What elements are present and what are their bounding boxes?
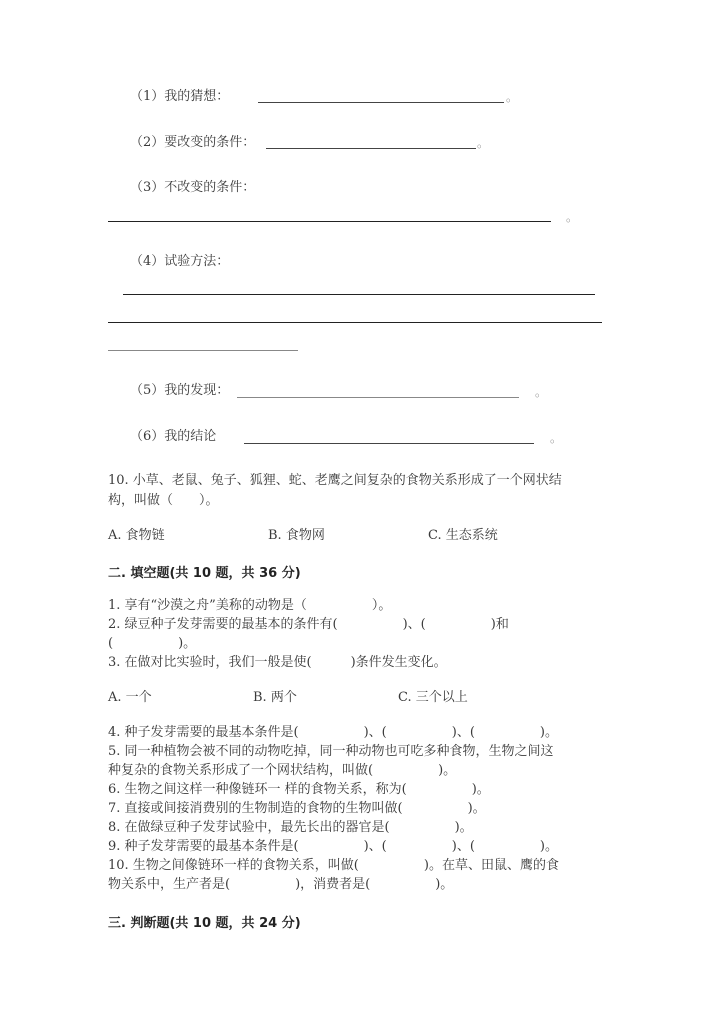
answer-line-guess[interactable]	[258, 102, 504, 103]
fill-q2-line2: ( )。	[108, 636, 197, 651]
fill-q5-line2: 种复杂的食物关系形成了一个网状结构，叫做( )。	[108, 763, 457, 778]
period: 。	[566, 210, 579, 224]
option-c[interactable]: C. 生态系统	[428, 528, 498, 543]
experiment-item-2-label: （2）要改变的条件：	[130, 135, 256, 150]
fill-q7: 7. 直接或间接消费别的生物制造的食物的生物叫做( )。	[108, 801, 486, 816]
period: 。	[550, 431, 563, 445]
fill-q3: 3. 在做对比实验时，我们一般是使( )条件发生变化。	[108, 655, 447, 670]
answer-line-method-3[interactable]	[108, 350, 298, 351]
fill-q4: 4. 种子发芽需要的最基本条件是( )、( )、( )。	[108, 725, 558, 740]
answer-line-change-condition[interactable]	[266, 148, 476, 149]
q3-option-b[interactable]: B. 两个	[253, 690, 297, 705]
choice-q10-line1: 10. 小草、老鼠、兔子、狐狸、蛇、老鹰之间复杂的食物关系形成了一个网状结	[108, 473, 562, 488]
fill-q6: 6. 生物之间这样一种像链环一 样的食物关系，称为( )。	[108, 782, 490, 797]
answer-line-fixed-condition[interactable]	[108, 221, 551, 222]
choice-q10-line2: 构，叫做（ ）。	[108, 493, 219, 508]
answer-line-method-2[interactable]	[108, 322, 602, 323]
q3-option-c[interactable]: C. 三个以上	[398, 690, 468, 705]
fill-q10-line1: 10. 生物之间像链环一样的食物关系，叫做( )。在草、田鼠、鹰的食	[108, 858, 559, 873]
fill-q8: 8. 在做绿豆种子发芽试验中，最先长出的器官是( )。	[108, 820, 473, 835]
answer-line-conclusion[interactable]	[244, 443, 534, 444]
fill-q2-line1: 2. 绿豆种子发芽需要的最基本的条件有( )、( )和	[108, 617, 509, 632]
answer-line-method-1[interactable]	[123, 294, 595, 295]
option-a[interactable]: A. 食物链	[108, 528, 165, 543]
fill-q10-line2: 物关系中，生产者是( )，消费者是( )。	[108, 877, 454, 892]
section-heading-true-false: 三. 判断题(共 10 题，共 24 分)	[108, 916, 301, 931]
experiment-item-6-label: （6）我的结论	[130, 429, 217, 444]
experiment-item-3-label: （3）不改变的条件：	[130, 180, 256, 195]
section-heading-fill-in: 二. 填空题(共 10 题，共 36 分)	[108, 566, 301, 581]
option-b[interactable]: B. 食物网	[268, 528, 325, 543]
fill-q5-line1: 5. 同一种植物会被不同的动物吃掉，同一种动物也可吃多种食物，生物之间这	[108, 744, 554, 759]
fill-q1: 1. 享有“沙漠之舟”美称的动物是（ ）。	[108, 598, 392, 613]
period: 。	[477, 136, 490, 150]
experiment-item-5-label: （5）我的发现：	[130, 383, 230, 398]
fill-q9: 9. 种子发芽需要的最基本条件是( )、( )、( )。	[108, 839, 558, 854]
period: 。	[506, 90, 519, 104]
period: 。	[535, 385, 548, 399]
experiment-item-4-label: （4）试验方法：	[130, 254, 230, 269]
answer-line-finding[interactable]	[237, 397, 519, 398]
experiment-item-1-label: （1）我的猜想：	[130, 89, 230, 104]
q3-option-a[interactable]: A. 一个	[108, 690, 152, 705]
